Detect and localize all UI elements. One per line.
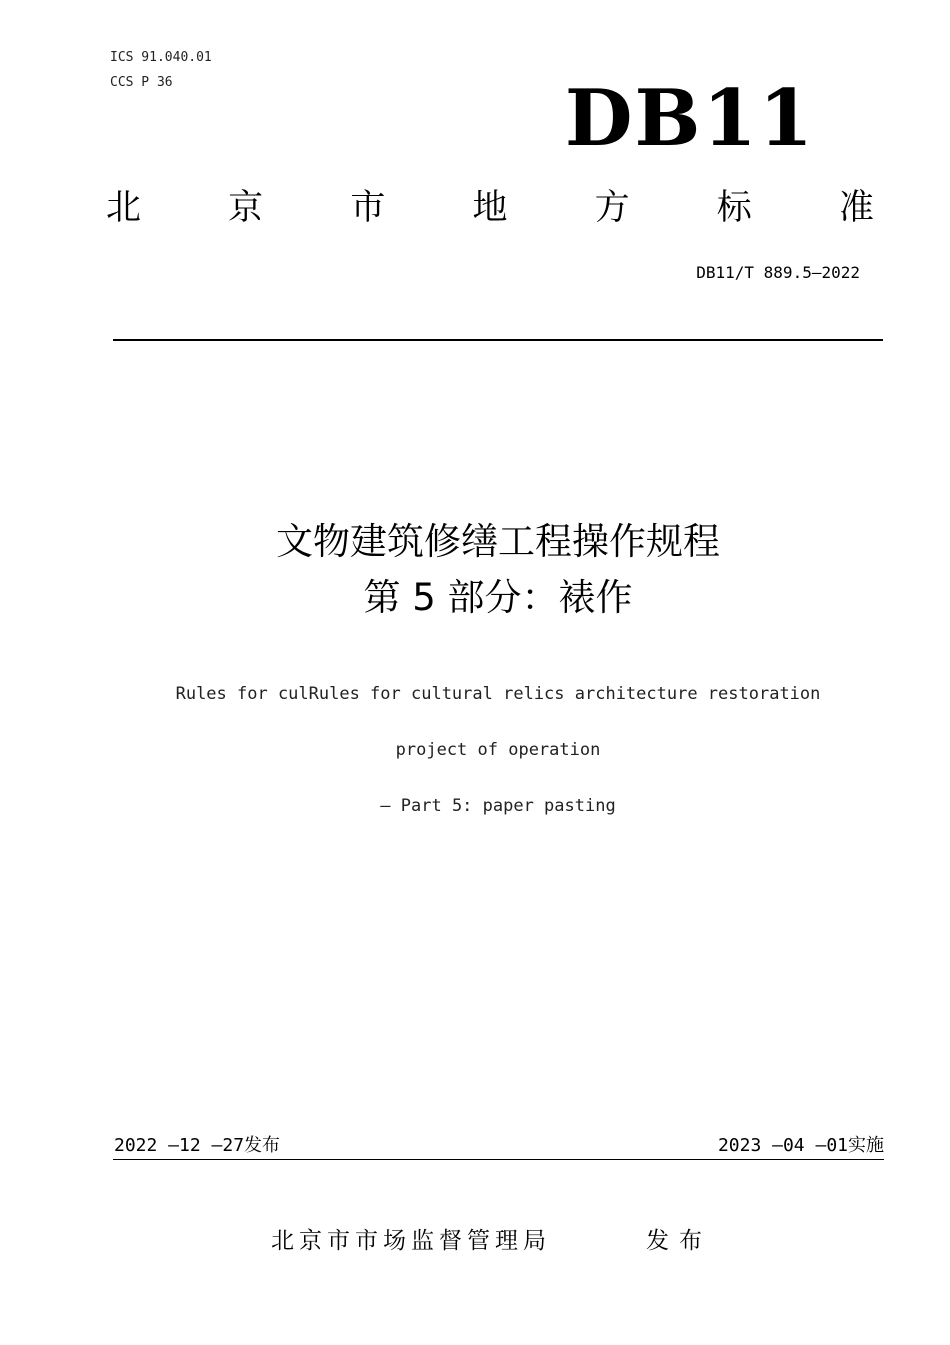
publish-date-value: 2022 —12 —27 bbox=[114, 1135, 245, 1156]
ccs-code: CCS P 36 bbox=[110, 75, 173, 90]
header-divider bbox=[113, 339, 883, 341]
title-zh-main: 文物建筑修缮工程操作规程 bbox=[276, 520, 720, 563]
standard-type-char: 方 bbox=[594, 188, 630, 228]
standard-type-char: 标 bbox=[716, 188, 752, 228]
title-en-line3: — Part 5: paper pasting bbox=[380, 796, 616, 816]
title-en-line1: Rules for culRules for cultural relics architecture restoration bbox=[175, 684, 821, 704]
footer-divider bbox=[113, 1159, 884, 1160]
standard-type-char: 北 bbox=[106, 188, 142, 228]
standard-type-char: 市 bbox=[350, 188, 386, 228]
title-en-line2: project of operation bbox=[395, 740, 601, 760]
standard-type-char: 准 bbox=[838, 188, 874, 228]
issuing-authority: 北京市市场监督管理局 bbox=[271, 1228, 551, 1254]
standard-type-title bbox=[106, 186, 874, 230]
implement-date bbox=[718, 1133, 884, 1159]
implement-date-value: 2023 —04 —01 bbox=[717, 1135, 848, 1156]
implement-date-label: 实施 bbox=[848, 1135, 884, 1156]
db11-logo: DB11 bbox=[564, 73, 815, 164]
standard-type-char: 京 bbox=[228, 188, 264, 228]
standard-type-char: 地 bbox=[472, 188, 508, 228]
issue-label: 发布 bbox=[646, 1228, 712, 1254]
ics-code: ICS 91.040.01 bbox=[110, 50, 212, 65]
standard-number: DB11/T 889.5—2022 bbox=[696, 263, 860, 282]
title-zh-part: 第 5 部分：裱作 bbox=[363, 576, 633, 619]
publish-date bbox=[114, 1133, 280, 1159]
publish-date-label: 发布 bbox=[244, 1135, 281, 1156]
